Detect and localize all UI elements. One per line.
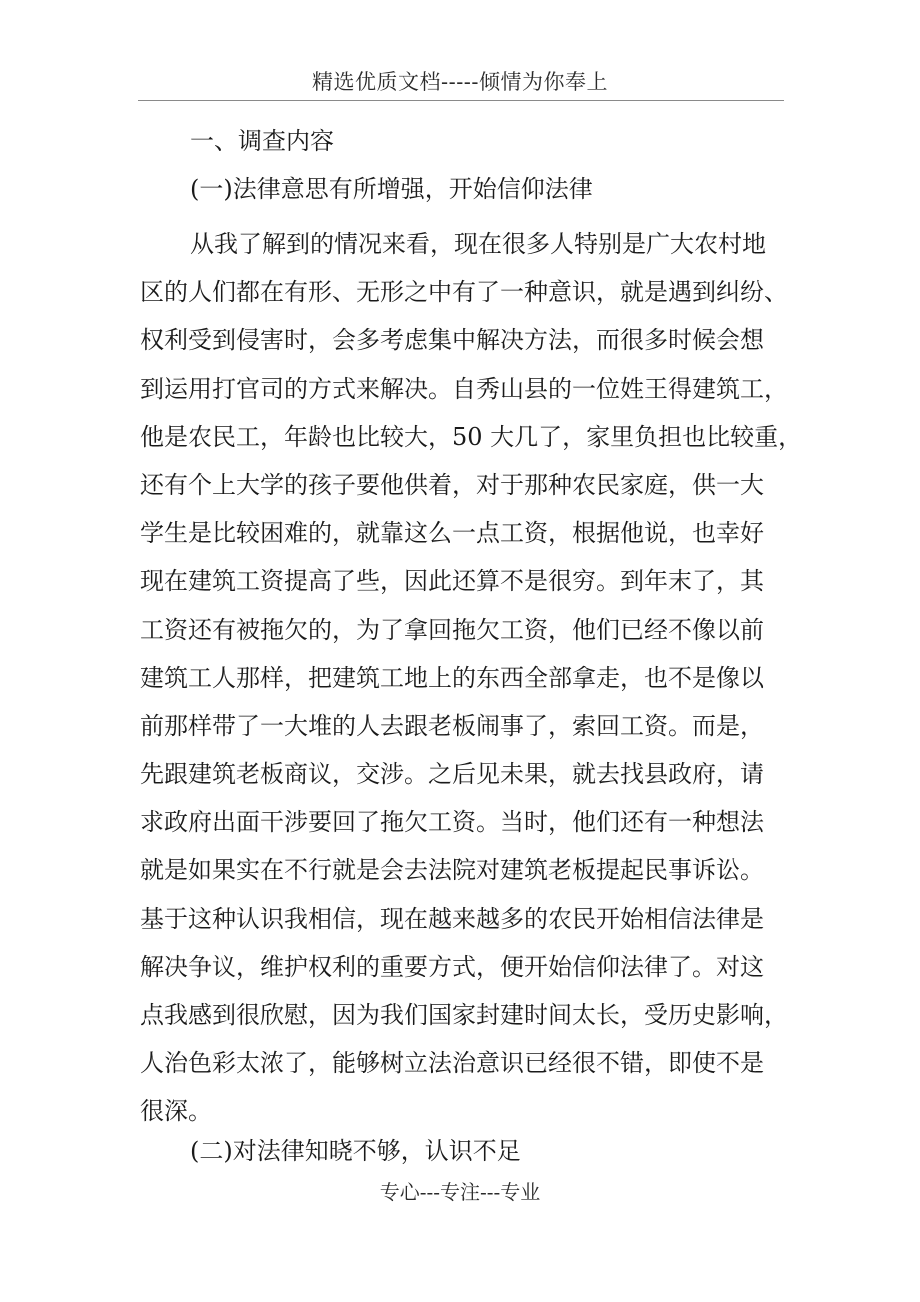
paragraph-line: 现在建筑工资提高了些，因此还算不是很穷。到年末了，其 (140, 567, 764, 596)
paragraph-line: 建筑工人那样，把建筑工地上的东西全部拿走，也不是像以 (140, 663, 764, 692)
paragraph-line: 就是如果实在不行就是会去法院对建筑老板提起民事诉讼。 (140, 856, 764, 885)
paragraph-line: 先跟建筑老板商议，交涉。之后见未果，就去找县政府，请 (140, 760, 764, 789)
paragraph-line: 他是农民工，年龄也比较大，50 大几了，家里负担也比较重， (140, 422, 803, 451)
section-title: 一、调查内容 (190, 127, 334, 155)
paragraph-line: 求政府出面干涉要回了拖欠工资。当时，他们还有一种想法 (140, 808, 764, 837)
body-paragraph (140, 220, 803, 1136)
paragraph-line: 学生是比较困难的，就靠这么一点工资，根据他说，也幸好 (140, 519, 764, 548)
paragraph-line: 区的人们都在有形、无形之中有了一种意识，就是遇到纠纷、 (140, 278, 788, 307)
header-divider (138, 100, 784, 101)
paragraph-line: 权利受到侵害时，会多考虑集中解决方法，而很多时候会想 (140, 326, 764, 355)
paragraph-line: 解决争议，维护权利的重要方式，便开始信仰法律了。对这 (140, 952, 764, 981)
page-footer: 专心---专注---专业 (379, 1180, 541, 1204)
paragraph-line: 前那样带了一大堆的人去跟老板闹事了，索回工资。而是， (140, 711, 764, 740)
paragraph-line: 基于这种认识我相信，现在越来越多的农民开始相信法律是 (140, 904, 764, 933)
subsection-title-1: (一)法律意思有所增强，开始信仰法律 (190, 175, 593, 203)
paragraph-line: 还有个上大学的孩子要他供着，对于那种农民家庭，供一大 (140, 470, 764, 499)
paragraph-line: 很深。 (140, 1097, 212, 1126)
paragraph-line: 从我了解到的情况来看，现在很多人特别是广大农村地 (190, 230, 766, 258)
page-header: 精选优质文档-----倾情为你奉上 (312, 70, 608, 94)
paragraph-line: 工资还有被拖欠的，为了拿回拖欠工资，他们已经不像以前 (140, 615, 764, 644)
paragraph-line: 到运用打官司的方式来解决。自秀山县的一位姓王得建筑工， (140, 374, 788, 403)
paragraph-line: 点我感到很欣慰，因为我们国家封建时间太长，受历史影响， (140, 1001, 788, 1029)
subsection-title-2: (二)对法律知晓不够，认识不足 (190, 1137, 521, 1165)
paragraph-line: 人治色彩太浓了，能够树立法治意识已经很不错，即使不是 (140, 1049, 764, 1078)
